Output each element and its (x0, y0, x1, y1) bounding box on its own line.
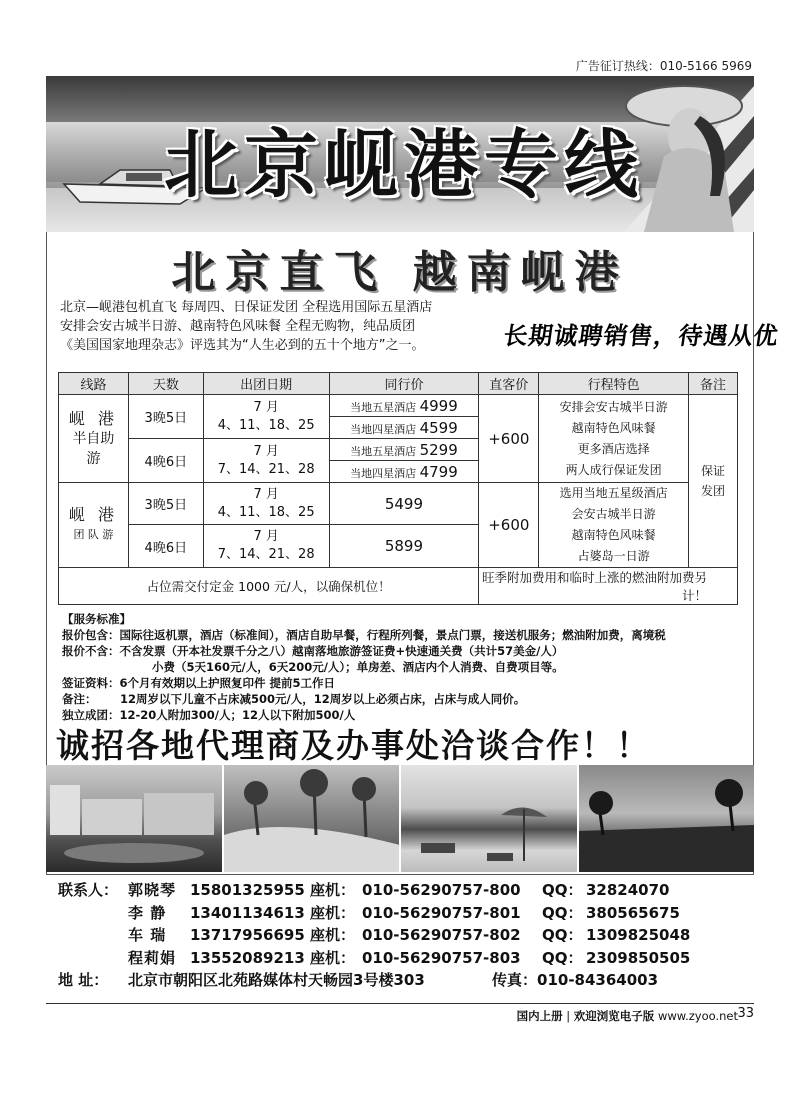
peer-price-cell (329, 439, 479, 461)
landline-label: 座机： (310, 903, 356, 922)
address-label: 地 址： (58, 971, 109, 989)
hotel-grade: 当地五星酒店 (350, 444, 417, 458)
service-line (62, 675, 666, 691)
feature-item: 安排会安古城半日游 (559, 399, 668, 414)
header-notes: 备注 (689, 373, 738, 395)
date-cell (203, 439, 329, 483)
banner (46, 76, 754, 232)
intro-line: 安排会安古城半日游、越南特色风味餐 全程无购物，纯品质团 (60, 319, 416, 334)
header-direct-price: 直客价 (479, 373, 539, 395)
service-label: 独立成团： (62, 708, 120, 722)
peer-price-cell (329, 417, 479, 439)
hotel-grade: 当地四星酒店 (350, 466, 417, 480)
contact-qq: 1309825048 (586, 926, 691, 944)
service-value: 国际往返机票，酒店（标准间），酒店自助早餐，行程所列餐，景点门票，接送机服务；燃油附加费，离境税 (119, 628, 666, 642)
itinerary-table (58, 372, 738, 605)
feature-item: 更多酒店选择 (577, 441, 650, 456)
date-days: 4、11、18、25 (217, 504, 315, 520)
days-cell: 4晚6日 (128, 439, 203, 483)
feature-item: 会安古城半日游 (571, 507, 656, 521)
address-value: 北京市朝阳区北苑路媒体村天畅园3号楼303 (128, 971, 425, 989)
banner-title: 北京岘港专线 (164, 122, 644, 208)
footer-section: 国内上册 (516, 1009, 563, 1023)
footer-browse: 欢迎浏览电子版 (573, 1009, 655, 1023)
contact-row (58, 902, 690, 925)
footer (517, 1008, 738, 1024)
hotel-grade: 当地五星酒店 (350, 400, 417, 414)
peer-price-cell (329, 461, 479, 483)
contact-name: 车 瑞 (128, 926, 167, 944)
subtitle: 北京直飞 越南岘港 (171, 247, 629, 298)
footer-url: www.zyoo.net (657, 1009, 738, 1023)
service-standard (62, 611, 666, 723)
header-features: 行程特色 (539, 373, 689, 395)
direct-price-cell: +600 (479, 395, 539, 483)
service-label: 备注： (62, 692, 97, 706)
service-value: 12周岁以下儿童不占床减500元/人，12周岁以上必须占床，占床与成人同价。 (120, 692, 526, 706)
peer-price-cell: 5899 (329, 525, 479, 568)
page-number: 33 (737, 1006, 754, 1021)
days-cell: 3晚5日 (128, 395, 203, 439)
note-line: 保证 (701, 464, 726, 478)
notes-cell (689, 395, 738, 568)
ad-hotline: 广告征订热线：010-5166 5969 (575, 59, 752, 73)
service-label: 报价包含： (62, 628, 120, 642)
address-row (58, 969, 690, 992)
contact-qq: 2309850505 (586, 948, 691, 967)
landline-label: 座机： (310, 948, 356, 967)
contact-landline: 010-56290757-801 (362, 903, 521, 922)
header-route: 线路 (59, 373, 129, 395)
route-name: 岘 港 (68, 505, 118, 524)
date-month: 7 月 (253, 529, 279, 544)
contact-mobile: 15801325955 (190, 881, 305, 899)
contact-qq: 380565675 (586, 903, 680, 922)
sunset-palms-photo (579, 765, 755, 872)
qq-label: QQ： (542, 948, 583, 967)
island-photo (224, 765, 400, 872)
intro-text (60, 298, 432, 355)
date-cell (203, 525, 329, 568)
service-line (62, 643, 666, 659)
contact-row (58, 924, 690, 947)
footer-separator: | (566, 1009, 571, 1023)
beach-umbrella-icon (401, 765, 577, 872)
contact-mobile: 13552089213 (190, 948, 305, 967)
contact-landline: 010-56290757-803 (362, 948, 521, 967)
days-cell: 3晚5日 (128, 483, 203, 525)
route-semi-self-guided (59, 395, 129, 483)
contact-name: 程莉娟 (128, 948, 177, 967)
date-days: 7、14、21、28 (217, 547, 315, 562)
price-value: 5299 (419, 440, 458, 459)
surcharge-note: 旺季附加费用和临时上涨的燃油附加费另计！ (479, 568, 738, 605)
feature-item: 两人成行保证发团 (565, 462, 662, 477)
note-line: 发团 (701, 484, 726, 498)
date-month: 7 月 (253, 399, 279, 415)
table-row (59, 395, 738, 417)
hotel-grade: 当地四星酒店 (350, 422, 417, 436)
recruit-slogan: 长期诚聘销售，待遇从优 (501, 322, 781, 350)
contact-landline: 010-56290757-800 (362, 881, 521, 899)
features-cell (539, 483, 689, 568)
date-days: 7、14、21、28 (217, 461, 315, 477)
feature-item: 越南特色风味餐 (571, 420, 656, 435)
service-line (62, 627, 666, 643)
landline-label: 座机： (310, 881, 356, 899)
contact-name: 郭晓琴 (128, 881, 177, 899)
service-label: 报价不含： (62, 644, 120, 658)
route-group-tour (59, 483, 129, 568)
route-name: 岘 港 (68, 408, 118, 428)
date-cell (203, 395, 329, 439)
landline-label: 座机： (310, 926, 356, 944)
service-value: 不含发票（开本社发票千分之八）越南落地旅游签证费+快速通关费（共计57美金/人） (119, 644, 564, 658)
beach-photo (401, 765, 577, 872)
resort-photo (46, 765, 222, 872)
table-header-row (59, 373, 738, 395)
contact-mobile: 13717956695 (190, 926, 305, 944)
price-value: 4599 (419, 418, 458, 437)
features-cell (539, 395, 689, 483)
route-type: 半自助 (72, 430, 115, 447)
qq-label: QQ： (542, 881, 583, 899)
sunset-palms-icon (579, 765, 755, 872)
service-line (62, 691, 666, 707)
contact-label: 联系人： (58, 881, 119, 899)
route-type: 团 队 游 (73, 528, 114, 541)
photo-strip (46, 765, 754, 872)
days-cell: 4晚6日 (128, 525, 203, 568)
service-title: 【服务标准】 (62, 612, 131, 626)
feature-item: 占婆岛一日游 (577, 549, 650, 563)
service-label: 签证资料： (62, 676, 120, 690)
service-value: 小费（5天160元/人，6天200元/人）；单房差、酒店内个人消费、自费项目等。 (152, 660, 564, 674)
qq-label: QQ： (542, 903, 583, 922)
contact-landline: 010-56290757-802 (362, 926, 521, 944)
peer-price-cell: 5499 (329, 483, 479, 525)
contact-qq: 32824070 (586, 881, 670, 899)
deposit-row (59, 568, 738, 605)
service-value: 12-20人附加300/人；12人以下附加500/人 (119, 708, 356, 722)
peer-price-cell (329, 395, 479, 417)
header-dates: 出团日期 (203, 373, 329, 395)
footer-divider (46, 1003, 754, 1004)
contact-mobile: 13401134613 (190, 903, 305, 922)
price-value: 4999 (419, 396, 458, 415)
feature-item: 越南特色风味餐 (571, 528, 656, 542)
fax-value: 010-84364003 (537, 971, 659, 989)
header-days: 天数 (128, 373, 203, 395)
contact-row (58, 879, 690, 902)
qq-label: QQ： (542, 926, 583, 944)
deposit-note: 占位需交付定金 1000 元/人，以确保机位！ (59, 568, 479, 605)
fax-label: 传真： (492, 971, 538, 989)
intro-line: 北京—岘港包机直飞 每周四、日保证发团 全程选用国际五星酒店 (60, 300, 433, 315)
intro-line: 《美国国家地理杂志》评选其为“人生必到的五十个地方”之一。 (60, 338, 425, 353)
service-value: 6个月有效期以上护照复印件 提前5工作日 (119, 676, 336, 690)
date-cell (203, 483, 329, 525)
contacts-block (58, 879, 690, 992)
agent-recruit-headline: 诚招各地代理商及办事处洽谈合作！！ (56, 726, 651, 765)
header-peer-price: 同行价 (329, 373, 479, 395)
resort-buildings-icon (46, 765, 222, 872)
date-month: 7 月 (253, 443, 279, 459)
direct-price-cell: +600 (479, 483, 539, 568)
date-month: 7 月 (253, 486, 279, 502)
price-value: 4799 (419, 462, 458, 481)
palm-island-icon (224, 765, 400, 872)
date-days: 4、11、18、25 (217, 417, 315, 433)
contact-row (58, 947, 690, 970)
route-type: 游 (86, 450, 101, 467)
contact-name: 李 静 (128, 903, 167, 922)
feature-item: 选用当地五星级酒店 (559, 486, 668, 500)
